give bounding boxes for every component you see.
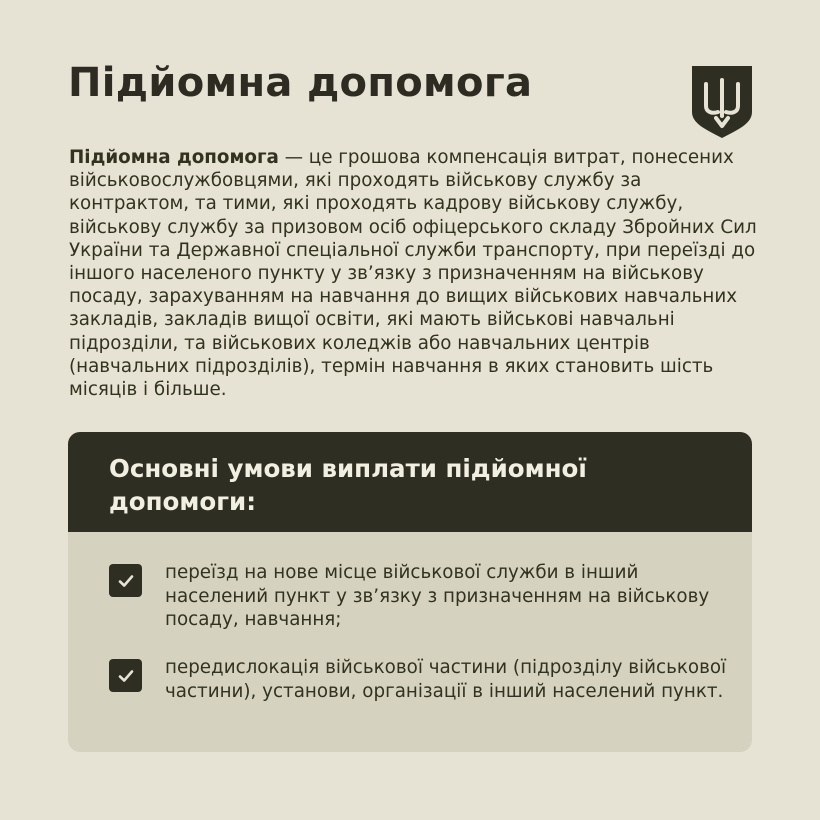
- intro-text: — це грошова компенсація витрат, понесених військовослужбовцями, які проходять військову службу за контрактом, та тими, які проходять кадрову військову службу, військову службу за призовом осіб офіцерського складу Збройних Сил України та Державної спеціальної служби транспорту, при переїзді до іншого населеного пункту у зв’язку з призначенням на військову посаду, зарахуванням на навчання до вищих військових навчальних закладів, закладів вищої освіти, які мають військові навчальні підрозділи, та військових коледжів або навчальних центрів (навчальних підрозділів), термін навчання в яких становить шість місяців і більше.: [69, 147, 757, 401]
- conditions-header: [68, 432, 752, 532]
- condition-text: переїзд на нове місце військової служби в інший населений пункт у зв’язку з призначенням на військову посаду, навчання;: [165, 562, 710, 630]
- trident-shield-icon: [692, 66, 752, 138]
- condition-text: передислокація військової частини (підрозділу військової частини), установи, організації в інший населений пункт.: [165, 657, 727, 702]
- checkbox-checked-icon: [109, 564, 142, 597]
- condition-item: [109, 561, 729, 632]
- checkbox-checked-icon: [109, 659, 142, 692]
- intro-paragraph: [69, 146, 759, 401]
- conditions-card: [68, 432, 752, 752]
- intro-term: Підйомна допомога: [69, 147, 279, 168]
- page-title: Підйомна допомога: [68, 60, 533, 106]
- condition-item: [109, 656, 729, 703]
- conditions-title: Основні умови виплати підйомної допомоги:: [109, 454, 587, 516]
